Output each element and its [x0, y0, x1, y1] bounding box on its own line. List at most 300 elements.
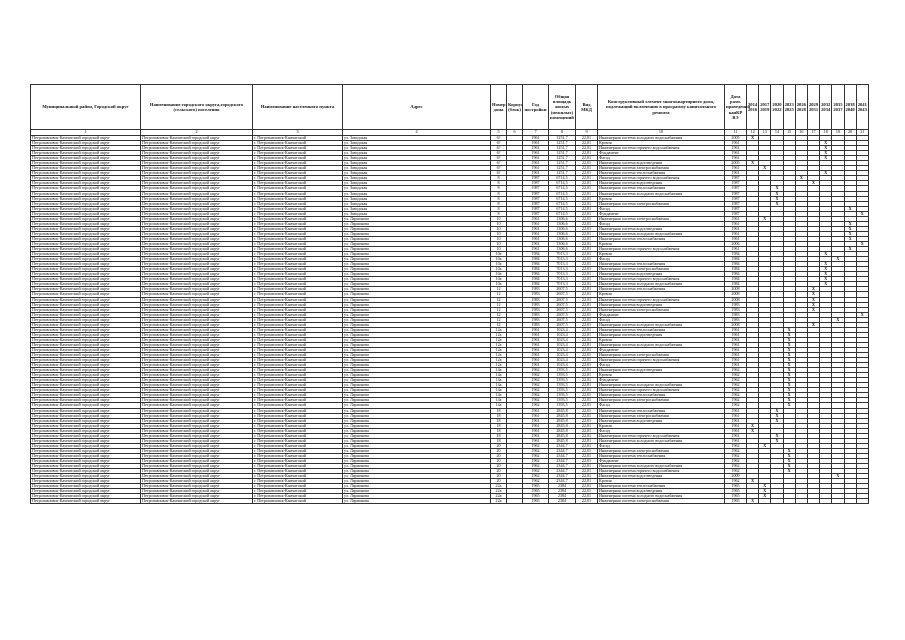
table-cell: Петропавловск-Камчатский городской округ	[31, 499, 141, 504]
table-cell: Петропавловск-Камчатский городской округ	[31, 383, 141, 388]
table-cell: Фасад	[598, 206, 725, 211]
table-cell: ул. Ларионова	[343, 438, 491, 443]
period-mark-cell: X	[771, 201, 783, 206]
column-number: 18	[820, 130, 832, 136]
table-cell: Петропавловск-Камчатский городской округ	[31, 438, 141, 443]
table-cell: 6714,5	[549, 181, 576, 186]
table-cell: 18	[491, 423, 507, 428]
table-cell: 1306,6	[549, 216, 576, 221]
table-cell: 2005	[725, 161, 747, 166]
period-mark-cell: X	[747, 428, 759, 433]
table-cell: Кровля	[598, 241, 725, 246]
table-cell: Петропавловск-Камчатский городской округ	[31, 453, 141, 458]
table-cell: Петропавловск-Камчатский городской округ	[31, 353, 141, 358]
table-cell: 1965	[523, 499, 549, 504]
table-cell: ул. Ларионова	[343, 469, 491, 474]
table-cell: ул. Ларионова	[343, 368, 491, 373]
table-cell: Петропавловск-Камчатский городской округ	[31, 317, 141, 322]
table-cell: ул. Ларионова	[343, 332, 491, 337]
period-mark-cell: X	[844, 247, 856, 252]
table-cell: 1962	[725, 459, 747, 464]
table-cell: 18	[491, 413, 507, 418]
table-cell: Петропавловск-Камчатский городской округ	[141, 236, 253, 241]
table-cell: 1961	[725, 438, 747, 443]
table-cell: 1983	[523, 297, 549, 302]
table-cell: Петропавловск-Камчатский городской округ	[31, 196, 141, 201]
table-cell: Инженерная система теплоснабжения	[598, 171, 725, 176]
column-number: 11	[725, 130, 747, 136]
table-cell: 1962	[523, 373, 549, 378]
table-cell: г. Петропавловск-Камчатский	[253, 469, 343, 474]
period-mark-cell: X	[783, 383, 795, 388]
table-cell: ул. Ларионова	[343, 241, 491, 246]
table-cell: 22,01	[576, 413, 598, 418]
table-cell: Петропавловск-Камчатский городской округ	[31, 393, 141, 398]
column-header: 2017 2019	[759, 85, 771, 130]
table-cell: ул. Ларионова	[343, 252, 491, 257]
table-cell: Петропавловск-Камчатский городской округ	[141, 231, 253, 236]
period-mark-cell: X	[759, 216, 771, 221]
table-cell: 1961	[523, 226, 549, 231]
table-cell: 1023,4	[549, 358, 576, 363]
table-cell: 22,01	[576, 221, 598, 226]
column-number: 10	[598, 130, 725, 136]
table-cell: 6714,5	[549, 176, 576, 181]
table-cell: 1962	[523, 448, 549, 453]
table-cell: Петропавловск-Камчатский городской округ	[141, 317, 253, 322]
table-cell: 1983	[725, 312, 747, 317]
table-cell: 1961	[523, 236, 549, 241]
table-cell: Петропавловск-Камчатский городской округ	[141, 448, 253, 453]
table-cell: г. Петропавловск-Камчатский	[253, 307, 343, 312]
table-cell: 8	[491, 181, 507, 186]
table-cell: 22,01	[576, 398, 598, 403]
table-cell: 1251,7	[549, 146, 576, 151]
table-cell: Петропавловск-Камчатский городской округ	[31, 433, 141, 438]
table-cell: 22,01	[576, 226, 598, 231]
table-cell: ул. Ларионова	[343, 272, 491, 277]
table-cell: 12	[491, 302, 507, 307]
period-mark-cell: X	[807, 322, 819, 327]
table-cell: 1961	[523, 216, 549, 221]
table-cell: 22,01	[576, 499, 598, 504]
table-cell: 2008	[725, 322, 747, 327]
table-cell: г. Петропавловск-Камчатский	[253, 277, 343, 282]
table-cell: Инженерная система холодного водоснабжения	[598, 494, 725, 499]
table-cell: 12а	[491, 337, 507, 342]
table-cell: 1961	[725, 226, 747, 231]
column-header: 2014 2016	[747, 85, 759, 130]
period-mark-cell: X	[771, 418, 783, 423]
table-cell: г. Петропавловск-Камчатский	[253, 423, 343, 428]
table-cell: 22,01	[576, 322, 598, 327]
table-cell: 10а	[491, 262, 507, 267]
table-cell: Петропавловск-Камчатский городской округ	[141, 151, 253, 156]
table-cell: Петропавловск-Камчатский городской округ	[141, 287, 253, 292]
period-mark-cell: X	[844, 231, 856, 236]
period-mark-cell: X	[856, 312, 868, 317]
table-cell: г. Петропавловск-Камчатский	[253, 272, 343, 277]
table-cell: 22,01	[576, 136, 598, 141]
table-cell: 10а	[491, 282, 507, 287]
table-cell: г. Петропавловск-Камчатский	[253, 247, 343, 252]
table-cell: Петропавловск-Камчатский городской округ	[141, 216, 253, 221]
table-cell: г. Петропавловск-Камчатский	[253, 146, 343, 151]
table-cell: 1961	[523, 171, 549, 176]
table-cell: 1962	[725, 388, 747, 393]
table-cell: Петропавловск-Камчатский городской округ	[141, 388, 253, 393]
table-cell: 1983	[523, 287, 549, 292]
period-mark-cell: X	[832, 257, 844, 262]
table-cell: Петропавловск-Камчатский городской округ	[141, 226, 253, 231]
table-cell: 22,01	[576, 337, 598, 342]
table-cell: 1962	[523, 393, 549, 398]
table-cell: Инженерная система холодного водоснабжения	[598, 464, 725, 469]
table-cell: ул. Заводская	[343, 141, 491, 146]
table-cell: 1961	[523, 141, 549, 146]
table-cell: 12	[491, 317, 507, 322]
table-cell: 1961	[523, 327, 549, 332]
table-cell: Петропавловск-Камчатский городской округ	[141, 297, 253, 302]
table-cell: 22,01	[576, 186, 598, 191]
table-cell: 2845,8	[549, 408, 576, 413]
table-cell: 1962	[523, 479, 549, 484]
table-cell: ул. Ларионова	[343, 494, 491, 499]
table-cell: Петропавловск-Камчатский городской округ	[31, 136, 141, 141]
table-cell: 1023,4	[549, 353, 576, 358]
table-cell: ул. Ларионова	[343, 267, 491, 272]
table-cell: Кровля	[598, 337, 725, 342]
table-cell: Петропавловск-Камчатский городской округ	[141, 327, 253, 332]
period-mark-cell: X	[795, 176, 807, 181]
period-mark-cell: X	[783, 358, 795, 363]
table-cell: 8	[491, 201, 507, 206]
table-cell: 10	[491, 231, 507, 236]
table-cell: Петропавловск-Камчатский городской округ	[141, 136, 253, 141]
column-number: 21	[856, 130, 868, 136]
table-cell: Петропавловск-Камчатский городской округ	[141, 413, 253, 418]
table-cell: 1961	[523, 166, 549, 171]
column-number: 1	[31, 130, 141, 136]
table-cell: 1983	[725, 317, 747, 322]
table-cell: г. Петропавловск-Камчатский	[253, 312, 343, 317]
table-cell: Инженерная система электроснабжения	[598, 353, 725, 358]
period-mark-cell: X	[783, 469, 795, 474]
table-cell: Петропавловск-Камчатский городской округ	[31, 247, 141, 252]
table-cell: г. Петропавловск-Камчатский	[253, 393, 343, 398]
table-cell: 2384	[549, 499, 576, 504]
table-cell: 1961	[523, 231, 549, 236]
table-cell: 2607,5	[549, 287, 576, 292]
table-cell: 1962	[725, 453, 747, 458]
table-cell: 1306,6	[549, 236, 576, 241]
table-cell: Петропавловск-Камчатский городской округ	[31, 398, 141, 403]
period-mark-cell: X	[783, 368, 795, 373]
table-cell: Петропавловск-Камчатский городской округ	[31, 484, 141, 489]
table-cell: 22,01	[576, 489, 598, 494]
table-cell: 20	[491, 469, 507, 474]
table-cell: 1306,6	[549, 247, 576, 252]
column-header: Муниципальный район, Городской округ	[31, 85, 141, 130]
table-cell: 2607,5	[549, 292, 576, 297]
table-cell: 1984	[725, 262, 747, 267]
table-cell: ул. Заводская	[343, 196, 491, 201]
table-cell: Петропавловск-Камчатский городской округ	[31, 443, 141, 448]
table-cell: 2344,7	[549, 459, 576, 464]
table-cell: 22,01	[576, 433, 598, 438]
table-cell: ул. Ларионова	[343, 474, 491, 479]
table-cell: 12а	[491, 342, 507, 347]
period-mark-cell: X	[820, 156, 832, 161]
table-cell: 6?	[491, 161, 507, 166]
period-mark-cell: X	[807, 297, 819, 302]
table-cell: Инженерная система водоотведения	[598, 474, 725, 479]
period-mark-cell: X	[783, 403, 795, 408]
table-cell: г. Петропавловск-Камчатский	[253, 332, 343, 337]
table-cell: Инженерная система водоотведения	[598, 226, 725, 231]
table-cell: 7013,3	[549, 257, 576, 262]
column-header: 2026 2028	[795, 85, 807, 130]
table-cell: 1987	[523, 196, 549, 201]
table-cell: Инженерная система теплоснабжения	[598, 327, 725, 332]
table-cell: Петропавловск-Камчатский городской округ	[141, 221, 253, 226]
period-mark-cell	[759, 499, 771, 504]
table-cell: 18	[491, 438, 507, 443]
table-cell: 12а	[491, 358, 507, 363]
table-cell: Петропавловск-Камчатский городской округ	[31, 216, 141, 221]
period-mark-cell: X	[807, 302, 819, 307]
table-cell: 22,01	[576, 312, 598, 317]
table-cell: г. Петропавловск-Камчатский	[253, 474, 343, 479]
table-cell: г. Петропавловск-Камчатский	[253, 181, 343, 186]
table-cell: 10	[491, 236, 507, 241]
table-cell: 12	[491, 322, 507, 327]
table-cell: 20	[491, 474, 507, 479]
table-cell: г. Петропавловск-Камчатский	[253, 494, 343, 499]
table-cell: 10	[491, 221, 507, 226]
table-cell: г. Петропавловск-Камчатский	[253, 403, 343, 408]
table-cell: 1251,7	[549, 136, 576, 141]
table-cell: ул. Ларионова	[343, 378, 491, 383]
table-cell: 20	[491, 464, 507, 469]
period-mark-cell: X	[856, 241, 868, 246]
table-cell: 1961	[523, 221, 549, 226]
table-cell: 22,01	[576, 453, 598, 458]
table-cell: Петропавловск-Камчатский городской округ	[141, 363, 253, 368]
table-cell: Петропавловск-Камчатский городской округ	[141, 292, 253, 297]
table-cell: 2344,7	[549, 448, 576, 453]
period-mark-cell	[856, 499, 868, 504]
table-cell: Петропавловск-Камчатский городской округ	[141, 277, 253, 282]
table-cell: 22,01	[576, 211, 598, 216]
table-cell: Петропавловск-Камчатский городской округ	[31, 342, 141, 347]
table-cell: Петропавловск-Камчатский городской округ	[141, 186, 253, 191]
table-cell: 1023,4	[549, 332, 576, 337]
table-cell: Петропавловск-Камчатский городской округ	[31, 211, 141, 216]
column-header: Номер дома	[491, 85, 507, 130]
table-cell: Петропавловск-Камчатский городской округ	[141, 459, 253, 464]
column-number: 4	[343, 130, 491, 136]
column-header: Наименование населенного пункта	[253, 85, 343, 130]
table-cell: 14а	[491, 398, 507, 403]
table-cell: Петропавловск-Камчатский городской округ	[141, 211, 253, 216]
table-cell: 7013,3	[549, 272, 576, 277]
table-cell: 1393,5	[549, 393, 576, 398]
table-cell: г. Петропавловск-Камчатский	[253, 136, 343, 141]
table-cell: 1961	[725, 216, 747, 221]
table-cell: 22,01	[576, 363, 598, 368]
table-cell: 1961	[523, 363, 549, 368]
table-cell: 1961	[523, 413, 549, 418]
table-cell: 2845,8	[549, 418, 576, 423]
table-cell: Петропавловск-Камчатский городской округ	[31, 257, 141, 262]
table-cell: 22,01	[576, 156, 598, 161]
table-cell: 22,01	[576, 342, 598, 347]
table-cell: Петропавловск-Камчатский городской округ	[141, 302, 253, 307]
table-cell: Петропавловск-Камчатский городской округ	[31, 236, 141, 241]
table-cell: 1987	[523, 181, 549, 186]
table-cell: 1965	[523, 484, 549, 489]
table-cell: 2607,5	[549, 312, 576, 317]
table-cell: 1965	[523, 489, 549, 494]
table-cell: 1393,5	[549, 398, 576, 403]
table-cell: 1393,5	[549, 373, 576, 378]
column-number: 5	[491, 130, 507, 136]
table-cell: г. Петропавловск-Камчатский	[253, 176, 343, 181]
table-cell: 1987	[725, 186, 747, 191]
table-cell: ул. Ларионова	[343, 408, 491, 413]
table-cell: 22,01	[576, 418, 598, 423]
period-mark-cell: X	[820, 267, 832, 272]
table-cell: Петропавловск-Камчатский городской округ	[141, 443, 253, 448]
table-cell: ул. Ларионова	[343, 277, 491, 282]
table-cell: ул. Заводская	[343, 186, 491, 191]
period-mark-cell: X	[820, 277, 832, 282]
table-cell: Петропавловск-Камчатский городской округ	[31, 226, 141, 231]
column-number: 12	[747, 130, 759, 136]
table-cell: 1961	[523, 241, 549, 246]
table-cell: ул. Ларионова	[343, 459, 491, 464]
table-cell: г. Петропавловск-Камчатский	[253, 388, 343, 393]
table-cell: 22,01	[576, 206, 598, 211]
table-cell: 1961	[725, 156, 747, 161]
table-cell: 1987	[725, 206, 747, 211]
table-cell: Инженерная система электроснабжения	[598, 201, 725, 206]
table-cell: 2607,5	[549, 317, 576, 322]
table-cell: ул. Ларионова	[343, 448, 491, 453]
table-cell: г. Петропавловск-Камчатский	[253, 302, 343, 307]
table-cell: 1983	[523, 307, 549, 312]
table-cell: 12	[491, 287, 507, 292]
table-cell: Инженерная система теплоснабжения	[598, 453, 725, 458]
table-cell: ул. Заводская	[343, 201, 491, 206]
table-cell: ул. Ларионова	[343, 393, 491, 398]
table-cell: 1961	[725, 221, 747, 226]
table-cell: 2845,8	[549, 428, 576, 433]
table-cell: 1961	[725, 342, 747, 347]
table-cell: г. Петропавловск-Камчатский	[253, 156, 343, 161]
table-cell: 1962	[523, 398, 549, 403]
table-cell: г. Петропавловск-Камчатский	[253, 257, 343, 262]
column-number: 9	[576, 130, 598, 136]
table-cell: 1965	[725, 494, 747, 499]
table-cell: 12	[491, 297, 507, 302]
table-cell: ул. Ларионова	[343, 418, 491, 423]
table-cell: 1962	[523, 368, 549, 373]
table-cell: Петропавловск-Камчатский городской округ	[141, 418, 253, 423]
table-cell: Петропавловск-Камчатский городской округ	[31, 181, 141, 186]
table-cell: 7013,3	[549, 262, 576, 267]
table-cell: 22,01	[576, 166, 598, 171]
table-cell: 12а	[491, 347, 507, 352]
table-cell: 10а	[491, 257, 507, 262]
table-cell: 22,01	[576, 479, 598, 484]
table-cell: Инженерная система теплоснабжения	[598, 186, 725, 191]
table-cell: Петропавловск-Камчатский городской округ	[141, 252, 253, 257]
table-cell: г. Петропавловск-Камчатский	[253, 297, 343, 302]
table-cell: Фундамент	[598, 459, 725, 464]
table-cell: 1023,4	[549, 363, 576, 368]
table-cell: 22,01	[576, 358, 598, 363]
table-cell: 22,01	[576, 292, 598, 297]
table-cell: Петропавловск-Камчатский городской округ	[31, 489, 141, 494]
table-cell: Петропавловск-Камчатский городской округ	[141, 494, 253, 499]
table-cell: Петропавловск-Камчатский городской округ	[31, 322, 141, 327]
table-cell: 22,01	[576, 353, 598, 358]
table-cell: 22,01	[576, 474, 598, 479]
period-mark-cell	[795, 499, 807, 504]
period-mark-cell: X	[820, 151, 832, 156]
table-cell: 2344,7	[549, 474, 576, 479]
table-cell: ул. Ларионова	[343, 236, 491, 241]
table-cell: 18	[491, 428, 507, 433]
table-cell: Петропавловск-Камчатский городской округ	[141, 332, 253, 337]
table-cell: Петропавловск-Камчатский городской округ	[141, 282, 253, 287]
table-cell: Фасад	[598, 403, 725, 408]
table-cell: г. Петропавловск-Камчатский	[253, 226, 343, 231]
table-cell: Петропавловск-Камчатский городской округ	[141, 166, 253, 171]
table-cell: г. Петропавловск-Камчатский	[253, 353, 343, 358]
table-cell: Петропавловск-Камчатский городской округ	[31, 479, 141, 484]
table-cell: 2344,7	[549, 464, 576, 469]
period-mark-cell: X	[783, 373, 795, 378]
table-cell: Петропавловск-Камчатский городской округ	[31, 408, 141, 413]
table-cell	[507, 499, 523, 504]
table-cell: Кровля	[598, 373, 725, 378]
table-cell: 20	[491, 479, 507, 484]
table-cell: Петропавловск-Камчатский городской округ	[141, 453, 253, 458]
table-cell: Петропавловск-Камчатский городской округ	[31, 373, 141, 378]
column-number: 15	[783, 130, 795, 136]
table-cell: 1965	[725, 499, 747, 504]
table-cell: ул. Ларионова	[343, 353, 491, 358]
table-cell: 22,01	[576, 216, 598, 221]
table-cell: Петропавловск-Камчатский городской округ	[141, 181, 253, 186]
table-cell: г. Петропавловск-Камчатский	[253, 337, 343, 342]
table-cell: Петропавловск-Камчатский городской округ	[31, 241, 141, 246]
table-cell: Петропавловск-Камчатский городской округ	[31, 292, 141, 297]
table-cell: г. Петропавловск-Камчатский	[253, 282, 343, 287]
table-cell: г. Петропавловск-Камчатский	[253, 216, 343, 221]
table-cell: 1984	[725, 252, 747, 257]
table-cell: ул. Ларионова	[343, 479, 491, 484]
table-cell: 22,01	[576, 459, 598, 464]
table-cell: Петропавловск-Камчатский городской округ	[141, 479, 253, 484]
table-cell: 2344,7	[549, 479, 576, 484]
table-cell: Петропавловск-Камчатский городской округ	[31, 141, 141, 146]
table-cell: 22,01	[576, 236, 598, 241]
table-cell: Фасад	[598, 428, 725, 433]
